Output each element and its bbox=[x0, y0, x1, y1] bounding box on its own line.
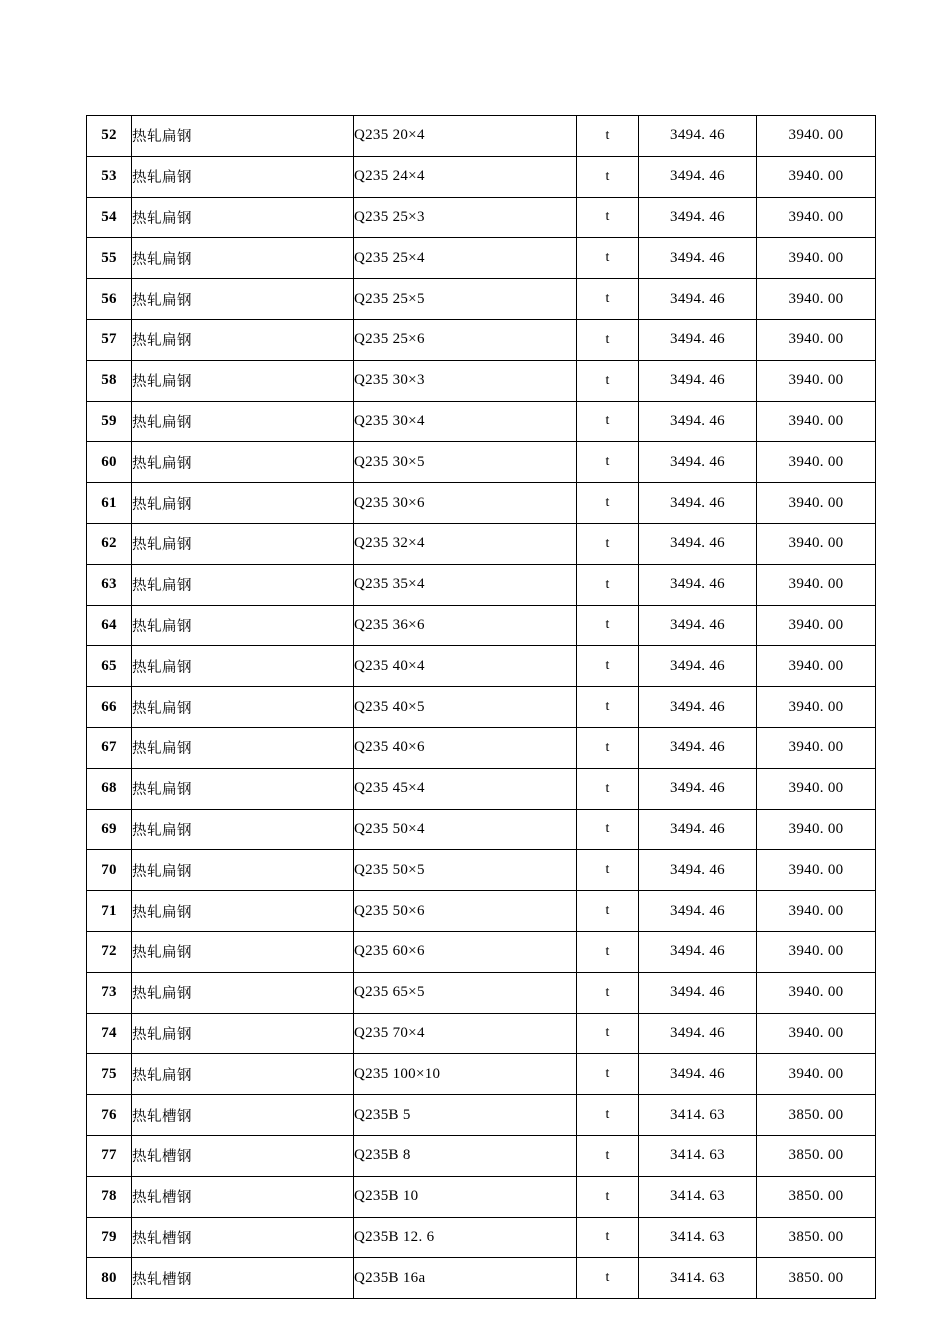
cell-material-name: 热轧槽钢 bbox=[132, 1258, 354, 1299]
cell-price-excluding-tax: 3494. 46 bbox=[639, 646, 757, 687]
cell-serial-number: 73 bbox=[87, 972, 132, 1013]
table-row bbox=[87, 1054, 876, 1095]
table-row bbox=[87, 564, 876, 605]
table-row bbox=[87, 1013, 876, 1054]
cell-specification: Q235 50×5 bbox=[354, 850, 577, 891]
cell-serial-number: 79 bbox=[87, 1217, 132, 1258]
cell-material-name: 热轧扁钢 bbox=[132, 972, 354, 1013]
cell-unit: t bbox=[577, 401, 639, 442]
cell-material-name: 热轧扁钢 bbox=[132, 1013, 354, 1054]
cell-specification: Q235 40×6 bbox=[354, 727, 577, 768]
cell-unit: t bbox=[577, 1135, 639, 1176]
cell-price-including-tax: 3850. 00 bbox=[757, 1135, 876, 1176]
cell-material-name: 热轧扁钢 bbox=[132, 646, 354, 687]
table-row bbox=[87, 809, 876, 850]
cell-specification: Q235 25×5 bbox=[354, 279, 577, 320]
cell-price-including-tax: 3940. 00 bbox=[757, 483, 876, 524]
cell-price-excluding-tax: 3494. 46 bbox=[639, 1013, 757, 1054]
cell-price-including-tax: 3940. 00 bbox=[757, 850, 876, 891]
cell-specification: Q235 50×6 bbox=[354, 891, 577, 932]
cell-price-including-tax: 3940. 00 bbox=[757, 319, 876, 360]
cell-specification: Q235 30×5 bbox=[354, 442, 577, 483]
cell-price-including-tax: 3940. 00 bbox=[757, 197, 876, 238]
cell-price-including-tax: 3940. 00 bbox=[757, 564, 876, 605]
table-row bbox=[87, 279, 876, 320]
cell-price-including-tax: 3850. 00 bbox=[757, 1176, 876, 1217]
cell-serial-number: 53 bbox=[87, 156, 132, 197]
cell-unit: t bbox=[577, 931, 639, 972]
cell-material-name: 热轧扁钢 bbox=[132, 523, 354, 564]
cell-price-excluding-tax: 3494. 46 bbox=[639, 442, 757, 483]
cell-unit: t bbox=[577, 1013, 639, 1054]
cell-serial-number: 74 bbox=[87, 1013, 132, 1054]
cell-unit: t bbox=[577, 238, 639, 279]
table-row bbox=[87, 360, 876, 401]
cell-specification: Q235 36×6 bbox=[354, 605, 577, 646]
cell-unit: t bbox=[577, 891, 639, 932]
table-row bbox=[87, 197, 876, 238]
cell-specification: Q235 40×5 bbox=[354, 687, 577, 728]
cell-unit: t bbox=[577, 687, 639, 728]
table-row bbox=[87, 319, 876, 360]
cell-material-name: 热轧扁钢 bbox=[132, 850, 354, 891]
table-row bbox=[87, 850, 876, 891]
cell-price-including-tax: 3940. 00 bbox=[757, 891, 876, 932]
cell-price-excluding-tax: 3494. 46 bbox=[639, 238, 757, 279]
cell-price-including-tax: 3940. 00 bbox=[757, 931, 876, 972]
cell-unit: t bbox=[577, 116, 639, 157]
cell-price-including-tax: 3850. 00 bbox=[757, 1095, 876, 1136]
cell-price-including-tax: 3940. 00 bbox=[757, 809, 876, 850]
cell-specification: Q235 25×3 bbox=[354, 197, 577, 238]
cell-serial-number: 70 bbox=[87, 850, 132, 891]
cell-specification: Q235 25×6 bbox=[354, 319, 577, 360]
cell-price-excluding-tax: 3494. 46 bbox=[639, 156, 757, 197]
cell-serial-number: 80 bbox=[87, 1258, 132, 1299]
cell-unit: t bbox=[577, 442, 639, 483]
cell-material-name: 热轧扁钢 bbox=[132, 605, 354, 646]
table-body bbox=[87, 116, 876, 1299]
cell-serial-number: 66 bbox=[87, 687, 132, 728]
cell-specification: Q235 40×4 bbox=[354, 646, 577, 687]
cell-serial-number: 55 bbox=[87, 238, 132, 279]
cell-specification: Q235 50×4 bbox=[354, 809, 577, 850]
table-row bbox=[87, 238, 876, 279]
cell-price-including-tax: 3940. 00 bbox=[757, 646, 876, 687]
cell-price-including-tax: 3940. 00 bbox=[757, 687, 876, 728]
cell-price-including-tax: 3940. 00 bbox=[757, 442, 876, 483]
cell-serial-number: 61 bbox=[87, 483, 132, 524]
table-row bbox=[87, 116, 876, 157]
cell-serial-number: 58 bbox=[87, 360, 132, 401]
cell-serial-number: 75 bbox=[87, 1054, 132, 1095]
table-row bbox=[87, 1217, 876, 1258]
table-row bbox=[87, 646, 876, 687]
cell-unit: t bbox=[577, 197, 639, 238]
table-row bbox=[87, 442, 876, 483]
cell-price-excluding-tax: 3414. 63 bbox=[639, 1217, 757, 1258]
cell-serial-number: 59 bbox=[87, 401, 132, 442]
cell-specification: Q235 45×4 bbox=[354, 768, 577, 809]
cell-unit: t bbox=[577, 809, 639, 850]
cell-price-excluding-tax: 3494. 46 bbox=[639, 279, 757, 320]
cell-material-name: 热轧扁钢 bbox=[132, 809, 354, 850]
cell-unit: t bbox=[577, 1176, 639, 1217]
cell-serial-number: 52 bbox=[87, 116, 132, 157]
table-row bbox=[87, 483, 876, 524]
cell-price-including-tax: 3940. 00 bbox=[757, 768, 876, 809]
cell-price-including-tax: 3940. 00 bbox=[757, 360, 876, 401]
cell-price-excluding-tax: 3494. 46 bbox=[639, 809, 757, 850]
table-row bbox=[87, 1176, 876, 1217]
cell-material-name: 热轧槽钢 bbox=[132, 1217, 354, 1258]
cell-unit: t bbox=[577, 564, 639, 605]
cell-price-excluding-tax: 3494. 46 bbox=[639, 564, 757, 605]
cell-price-excluding-tax: 3494. 46 bbox=[639, 360, 757, 401]
cell-material-name: 热轧槽钢 bbox=[132, 1176, 354, 1217]
cell-price-excluding-tax: 3414. 63 bbox=[639, 1095, 757, 1136]
cell-specification: Q235B 10 bbox=[354, 1176, 577, 1217]
cell-material-name: 热轧扁钢 bbox=[132, 279, 354, 320]
table-row bbox=[87, 768, 876, 809]
cell-serial-number: 71 bbox=[87, 891, 132, 932]
cell-price-including-tax: 3940. 00 bbox=[757, 238, 876, 279]
table-row bbox=[87, 1095, 876, 1136]
cell-unit: t bbox=[577, 1095, 639, 1136]
cell-unit: t bbox=[577, 646, 639, 687]
cell-specification: Q235B 5 bbox=[354, 1095, 577, 1136]
cell-price-including-tax: 3940. 00 bbox=[757, 279, 876, 320]
material-price-table bbox=[86, 115, 876, 1299]
cell-price-excluding-tax: 3494. 46 bbox=[639, 401, 757, 442]
cell-serial-number: 68 bbox=[87, 768, 132, 809]
cell-specification: Q235 24×4 bbox=[354, 156, 577, 197]
cell-unit: t bbox=[577, 727, 639, 768]
cell-material-name: 热轧扁钢 bbox=[132, 156, 354, 197]
cell-unit: t bbox=[577, 319, 639, 360]
cell-material-name: 热轧扁钢 bbox=[132, 931, 354, 972]
cell-specification: Q235 70×4 bbox=[354, 1013, 577, 1054]
cell-material-name: 热轧槽钢 bbox=[132, 1135, 354, 1176]
cell-serial-number: 63 bbox=[87, 564, 132, 605]
table-row bbox=[87, 687, 876, 728]
cell-specification: Q235 30×4 bbox=[354, 401, 577, 442]
cell-material-name: 热轧扁钢 bbox=[132, 360, 354, 401]
cell-specification: Q235 100×10 bbox=[354, 1054, 577, 1095]
table-row bbox=[87, 727, 876, 768]
cell-material-name: 热轧扁钢 bbox=[132, 442, 354, 483]
cell-serial-number: 77 bbox=[87, 1135, 132, 1176]
cell-price-excluding-tax: 3494. 46 bbox=[639, 768, 757, 809]
cell-specification: Q235 20×4 bbox=[354, 116, 577, 157]
cell-price-excluding-tax: 3494. 46 bbox=[639, 483, 757, 524]
cell-unit: t bbox=[577, 279, 639, 320]
cell-serial-number: 67 bbox=[87, 727, 132, 768]
cell-unit: t bbox=[577, 360, 639, 401]
cell-specification: Q235 30×6 bbox=[354, 483, 577, 524]
cell-unit: t bbox=[577, 156, 639, 197]
cell-serial-number: 54 bbox=[87, 197, 132, 238]
cell-price-excluding-tax: 3494. 46 bbox=[639, 319, 757, 360]
cell-serial-number: 76 bbox=[87, 1095, 132, 1136]
table-row bbox=[87, 156, 876, 197]
cell-material-name: 热轧扁钢 bbox=[132, 197, 354, 238]
cell-specification: Q235 25×4 bbox=[354, 238, 577, 279]
table-row bbox=[87, 523, 876, 564]
cell-specification: Q235 60×6 bbox=[354, 931, 577, 972]
cell-material-name: 热轧扁钢 bbox=[132, 401, 354, 442]
table-row bbox=[87, 401, 876, 442]
cell-material-name: 热轧槽钢 bbox=[132, 1095, 354, 1136]
table-row bbox=[87, 1258, 876, 1299]
cell-specification: Q235 30×3 bbox=[354, 360, 577, 401]
cell-material-name: 热轧扁钢 bbox=[132, 891, 354, 932]
table-row bbox=[87, 931, 876, 972]
cell-unit: t bbox=[577, 1258, 639, 1299]
cell-price-including-tax: 3940. 00 bbox=[757, 1013, 876, 1054]
cell-specification: Q235 32×4 bbox=[354, 523, 577, 564]
cell-price-including-tax: 3940. 00 bbox=[757, 727, 876, 768]
cell-serial-number: 64 bbox=[87, 605, 132, 646]
cell-serial-number: 69 bbox=[87, 809, 132, 850]
cell-material-name: 热轧扁钢 bbox=[132, 319, 354, 360]
cell-price-excluding-tax: 3414. 63 bbox=[639, 1135, 757, 1176]
cell-specification: Q235B 12. 6 bbox=[354, 1217, 577, 1258]
cell-material-name: 热轧扁钢 bbox=[132, 687, 354, 728]
cell-serial-number: 60 bbox=[87, 442, 132, 483]
cell-price-excluding-tax: 3494. 46 bbox=[639, 687, 757, 728]
cell-price-excluding-tax: 3494. 46 bbox=[639, 850, 757, 891]
cell-price-excluding-tax: 3494. 46 bbox=[639, 891, 757, 932]
cell-price-excluding-tax: 3494. 46 bbox=[639, 197, 757, 238]
cell-material-name: 热轧扁钢 bbox=[132, 1054, 354, 1095]
cell-unit: t bbox=[577, 1217, 639, 1258]
cell-price-excluding-tax: 3414. 63 bbox=[639, 1258, 757, 1299]
table-row bbox=[87, 891, 876, 932]
cell-price-including-tax: 3940. 00 bbox=[757, 605, 876, 646]
cell-price-excluding-tax: 3494. 46 bbox=[639, 116, 757, 157]
cell-serial-number: 56 bbox=[87, 279, 132, 320]
cell-unit: t bbox=[577, 972, 639, 1013]
cell-price-excluding-tax: 3494. 46 bbox=[639, 523, 757, 564]
cell-price-including-tax: 3940. 00 bbox=[757, 116, 876, 157]
cell-material-name: 热轧扁钢 bbox=[132, 238, 354, 279]
cell-price-excluding-tax: 3494. 46 bbox=[639, 1054, 757, 1095]
cell-material-name: 热轧扁钢 bbox=[132, 768, 354, 809]
cell-material-name: 热轧扁钢 bbox=[132, 483, 354, 524]
cell-price-including-tax: 3940. 00 bbox=[757, 401, 876, 442]
cell-unit: t bbox=[577, 850, 639, 891]
cell-serial-number: 65 bbox=[87, 646, 132, 687]
cell-unit: t bbox=[577, 605, 639, 646]
cell-material-name: 热轧扁钢 bbox=[132, 727, 354, 768]
cell-price-excluding-tax: 3494. 46 bbox=[639, 931, 757, 972]
cell-price-excluding-tax: 3494. 46 bbox=[639, 727, 757, 768]
cell-unit: t bbox=[577, 483, 639, 524]
cell-price-excluding-tax: 3494. 46 bbox=[639, 972, 757, 1013]
cell-specification: Q235 65×5 bbox=[354, 972, 577, 1013]
cell-price-including-tax: 3850. 00 bbox=[757, 1258, 876, 1299]
cell-price-including-tax: 3940. 00 bbox=[757, 1054, 876, 1095]
cell-price-excluding-tax: 3494. 46 bbox=[639, 605, 757, 646]
cell-price-including-tax: 3850. 00 bbox=[757, 1217, 876, 1258]
cell-price-excluding-tax: 3414. 63 bbox=[639, 1176, 757, 1217]
cell-serial-number: 57 bbox=[87, 319, 132, 360]
cell-unit: t bbox=[577, 768, 639, 809]
cell-specification: Q235 35×4 bbox=[354, 564, 577, 605]
cell-material-name: 热轧扁钢 bbox=[132, 564, 354, 605]
table-row bbox=[87, 605, 876, 646]
cell-price-including-tax: 3940. 00 bbox=[757, 523, 876, 564]
cell-price-including-tax: 3940. 00 bbox=[757, 972, 876, 1013]
table-row bbox=[87, 1135, 876, 1176]
cell-unit: t bbox=[577, 1054, 639, 1095]
cell-unit: t bbox=[577, 523, 639, 564]
cell-serial-number: 78 bbox=[87, 1176, 132, 1217]
cell-specification: Q235B 8 bbox=[354, 1135, 577, 1176]
cell-serial-number: 72 bbox=[87, 931, 132, 972]
table-row bbox=[87, 972, 876, 1013]
cell-material-name: 热轧扁钢 bbox=[132, 116, 354, 157]
cell-specification: Q235B 16a bbox=[354, 1258, 577, 1299]
cell-serial-number: 62 bbox=[87, 523, 132, 564]
cell-price-including-tax: 3940. 00 bbox=[757, 156, 876, 197]
